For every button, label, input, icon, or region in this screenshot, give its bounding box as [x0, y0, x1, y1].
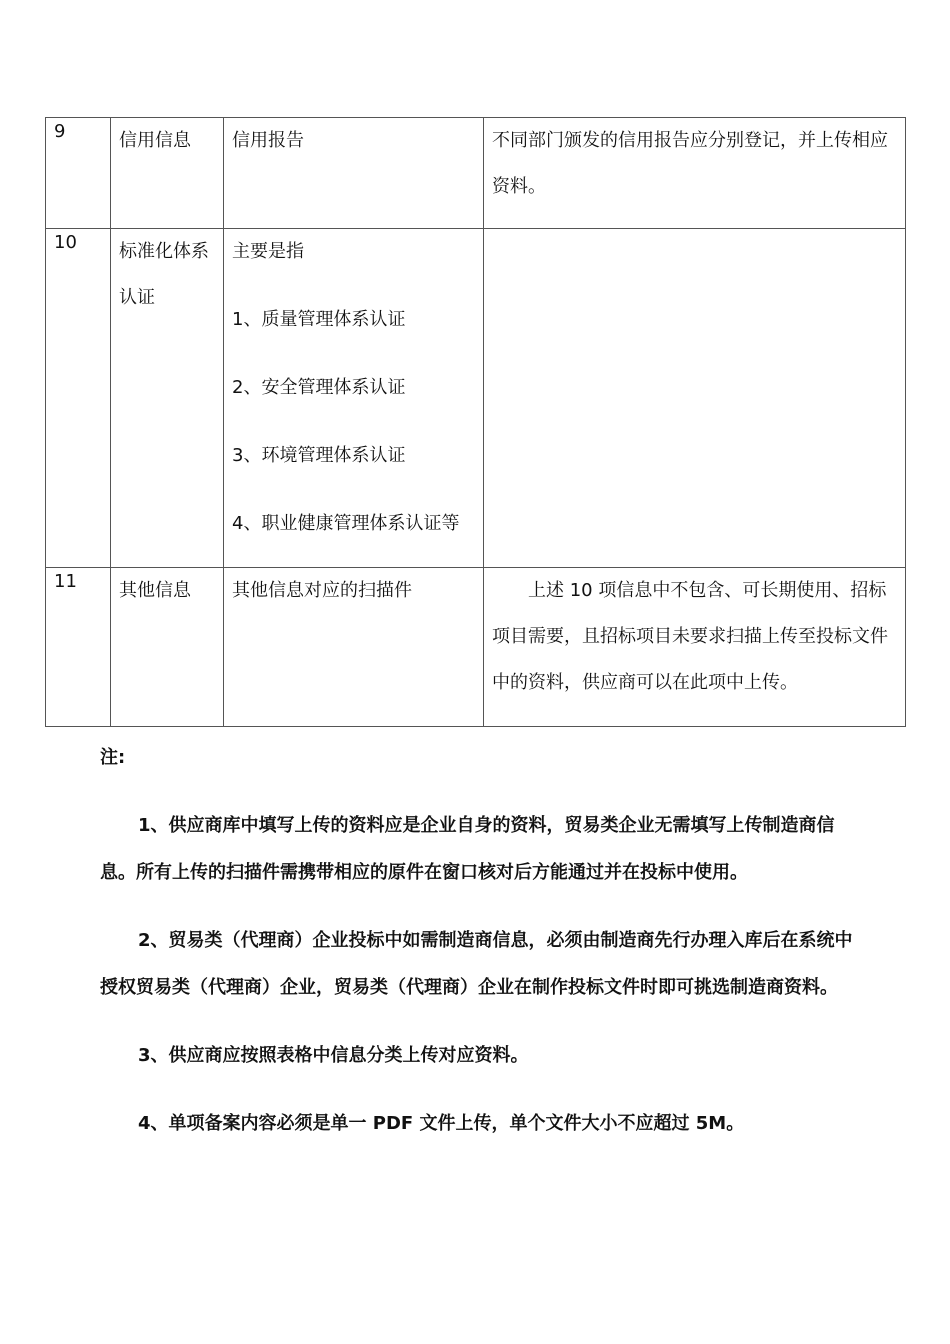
row-content	[224, 229, 484, 568]
notes-section	[100, 734, 860, 1168]
note-item: 4、单项备案内容必须是单一 PDF 文件上传，单个文件大小不应超过 5M。	[138, 1113, 745, 1134]
content-line: 信用报告	[232, 130, 304, 151]
content-line: 2、安全管理体系认证	[232, 377, 406, 398]
row-category: 信用信息	[111, 118, 224, 229]
row-remark	[484, 229, 906, 568]
row-category: 标准化体系认证	[111, 229, 224, 568]
row-category: 其他信息	[111, 568, 224, 727]
content-line: 1、质量管理体系认证	[232, 309, 406, 330]
qualification-table	[45, 117, 906, 727]
content-line: 4、职业健康管理体系认证等	[232, 513, 460, 534]
notes-title: 注:	[100, 747, 126, 768]
row-remark: 不同部门颁发的信用报告应分别登记，并上传相应资料。	[484, 118, 906, 229]
note-item: 1、供应商库中填写上传的资料应是企业自身的资料，贸易类企业无需填写上传制造商信息。所有上传的扫描件需携带相应的原件在窗口核对后方能通过并在投标中使用。	[100, 815, 835, 883]
table-row	[46, 229, 906, 568]
table-row	[46, 118, 906, 229]
content-line: 3、环境管理体系认证	[232, 445, 406, 466]
note-item: 3、供应商应按照表格中信息分类上传对应资料。	[138, 1045, 529, 1066]
row-number: 9	[46, 118, 111, 229]
table-row	[46, 568, 906, 727]
note-item: 2、贸易类（代理商）企业投标中如需制造商信息，必须由制造商先行办理入库后在系统中授权贸易类（代理商）企业，贸易类（代理商）企业在制作投标文件时即可挑选制造商资料。	[100, 930, 853, 998]
content-line: 主要是指	[232, 241, 304, 262]
row-remark: 上述 10 项信息中不包含、可长期使用、招标项目需要，且招标项目未要求扫描上传至投标文件中的资料，供应商可以在此项中上传。	[484, 568, 906, 727]
row-number: 10	[46, 229, 111, 568]
row-content	[224, 568, 484, 727]
row-number: 11	[46, 568, 111, 727]
content-line: 其他信息对应的扫描件	[232, 580, 412, 601]
row-content	[224, 118, 484, 229]
